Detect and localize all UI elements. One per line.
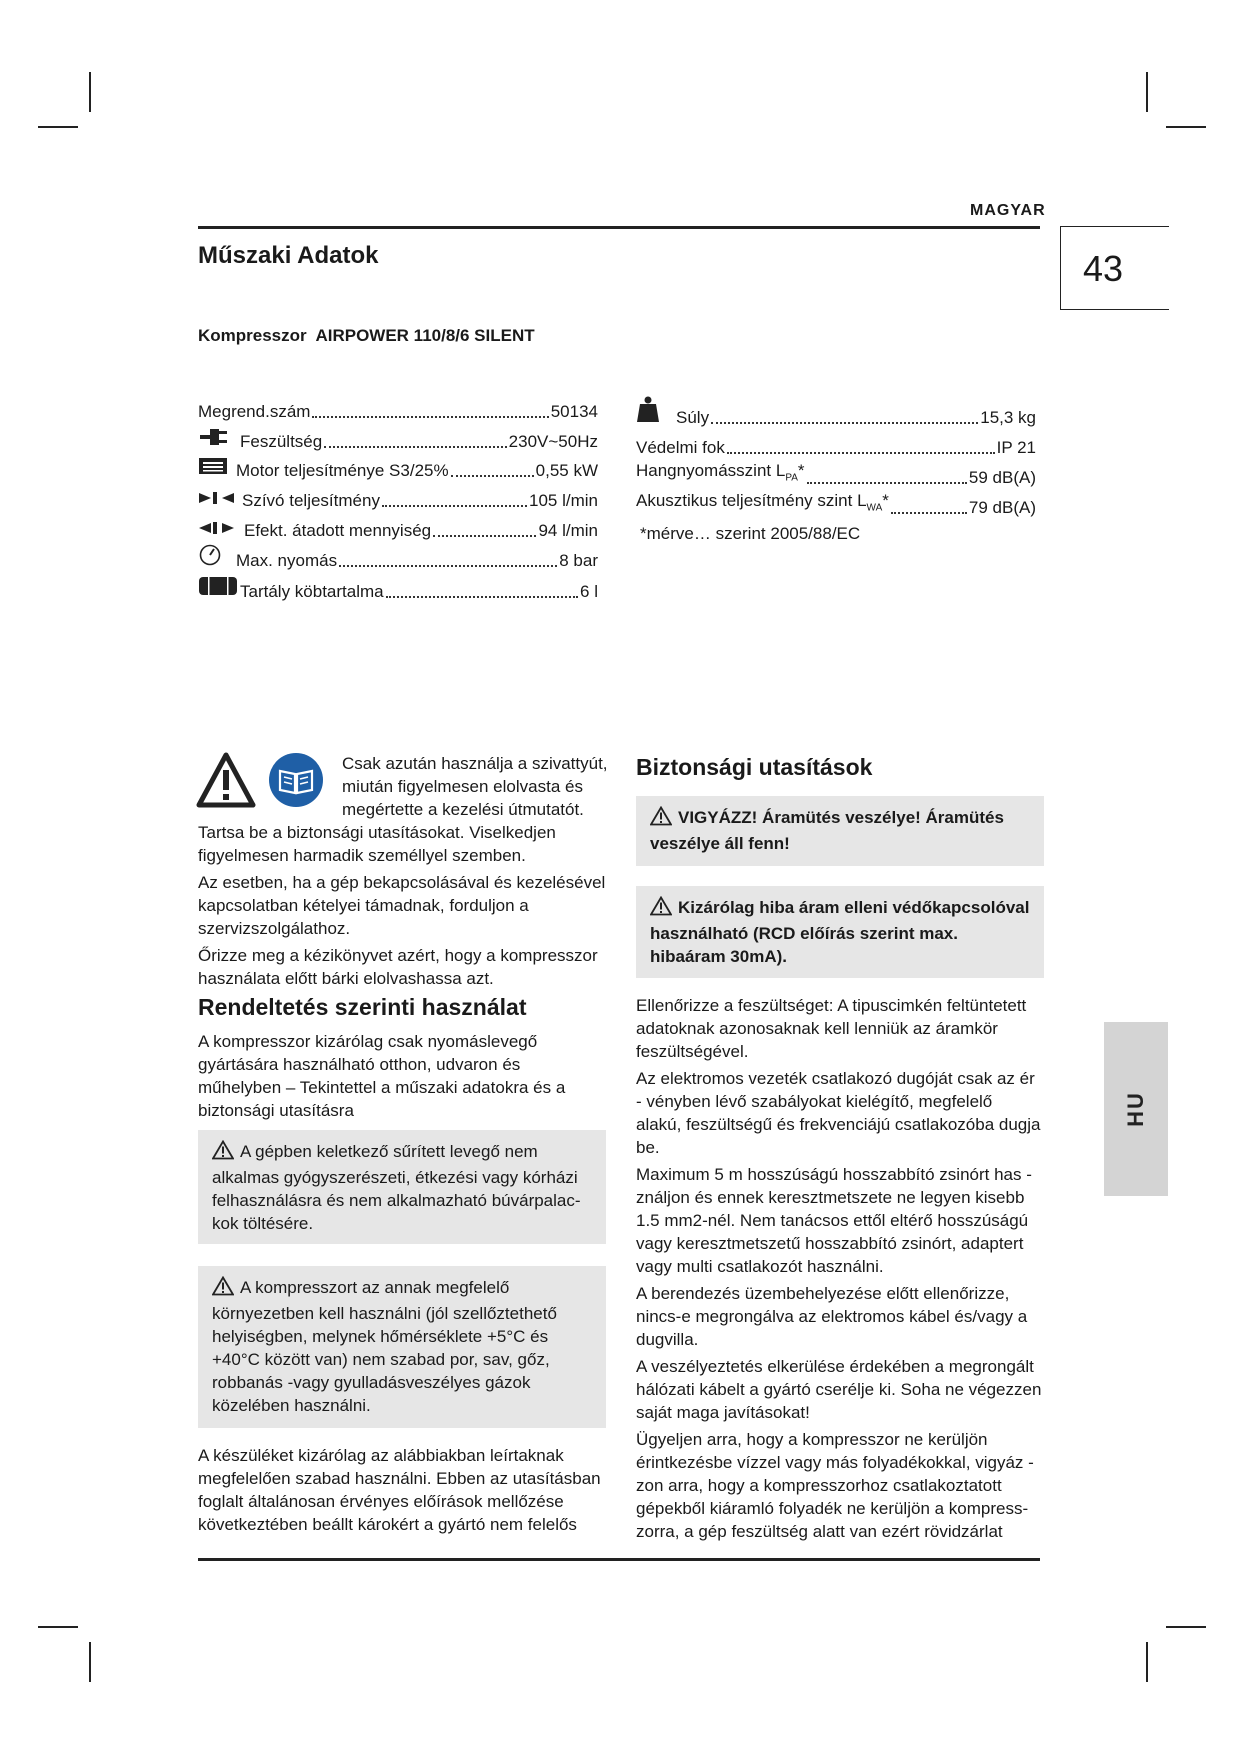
crop-mark [38, 1626, 78, 1628]
warning-icon [212, 1276, 234, 1302]
warning-icon [650, 896, 672, 922]
spec-acoustic-power: Akusztikus teljesítmény szint $L_{WA}*$ 79 dB(A) [636, 490, 1036, 517]
warning-icon [650, 806, 672, 832]
tank-icon [198, 575, 238, 602]
intro-body: Tartsa be a biztonsági utasításokat. Viselkedjen figyelmesen harmadik személlyel szemben. Az esetben, ha a gép bekapcsolásával és kezelésével kapcsolatban kételyei támadnak, forduljon a szervizszolgálathoz. Őrizze meg a kézikönyvet azért, hogy a kompresszor használata előtt bárki elolvashassa azt. [198, 823, 606, 988]
crop-mark [1166, 126, 1206, 128]
crop-mark [38, 126, 78, 128]
spec-intake: Szívó teljesítmény 105 l/min [198, 485, 598, 511]
page-title: Műszaki Adatok [198, 242, 379, 269]
intake-arrows-icon [198, 490, 236, 511]
spec-max-pressure: Max. nyomás 8 bar [198, 545, 598, 571]
spec-output: Efekt. átadott mennyiség 94 l/min [198, 515, 598, 541]
language-label: MAGYAR [970, 202, 1046, 219]
product-subtitle: Kompresszor AIRPOWER 110/8/6 SILENT [198, 326, 535, 345]
safety-heading: Biztonsági utasítások [636, 754, 873, 780]
weight-icon [636, 395, 660, 428]
language-side-tab-label: HU [1123, 1091, 1148, 1127]
intro-beside-icons: Csak azután használja a szivattyút, miután figyelmesen elolvasta és megértette a kezelési útmutatót. [342, 754, 608, 819]
spec-sound-pressure: Hangnyomásszint $L_{PA}*$ 59 dB(A) [636, 460, 1036, 487]
spec-protection: Védelmi fok IP 21 [636, 438, 1036, 457]
safety-warning-box-1: VIGYÁZZ! Áramütés veszélye! Áramütés veszélye áll fenn! [636, 796, 1044, 866]
spec-voltage: Feszültség 230V~50Hz [198, 426, 598, 452]
warning-triangle-icon [196, 752, 256, 813]
output-arrows-icon [198, 520, 238, 541]
spec-tank: Tartály köbtartalma 6 l [198, 576, 598, 602]
plug-icon [198, 427, 234, 452]
usage-warning-box-1: A gépben keletkező sűrített levegő nem alkalmas gyógyszerészeti, étkezési vagy kórházi felhasználásra és nem alkalmazható búvárpalac-kok töltésére. [198, 1130, 606, 1244]
motor-icon [198, 456, 230, 481]
spec-weight: Súly 15,3 kg [636, 402, 1036, 428]
safety-warning-box-2: Kizárólag hiba áram elleni védőkapcsolóval használható (RCD előírás szerint max. hibaáram 30mA). [636, 886, 1044, 978]
spec-footnote: *mérve… szerint 2005/88/EC [640, 524, 861, 543]
top-rule [198, 226, 1040, 229]
bottom-rule [198, 1558, 1040, 1561]
usage-warning-box-2: A kompresszort az annak megfelelő környezetben kell használni (jól szellőztethető helyiségben, melynek hőmérséklete +5°C és +40°C között van) nem szabad por, sav, gőz, robbanás -vagy gyulladásveszélyes gázok közelében használni. [198, 1266, 606, 1428]
crop-mark [1146, 72, 1148, 112]
usage-heading: Rendeltetés szerinti használat [198, 994, 527, 1020]
warning-icon [212, 1140, 234, 1166]
crop-mark [89, 72, 91, 112]
crop-mark [1146, 1642, 1148, 1682]
crop-mark [89, 1642, 91, 1682]
gauge-icon [198, 544, 222, 571]
safety-body: Ellenőrizze a feszültséget: A tipuscimkén feltüntetett adatoknak azonosaknak kell lenniük az áramkör feszültségével. Az elektromos vezeték csatlakozó dugóját csak az ér - vényben lévő szabályokat kielégítő, megfelelő alakú, feszültségű és frekvenciájú csatlakozóba dugja be. Maximum 5 m hosszúságú hosszabbító zsinórt has -ználjon és ennek keresztmetszete ne legyen kisebb 1.5 mm2-nél. Nem tanácsos ettől eltérő hosszúságú vagy keresztmetszetű hosszabbító zsinórt, adaptert vagy multi csatlakozót használni. A berendezés üzembehelyezése előtt ellenőrizze, nincs-e megrongálva az elektromos kábel és/vagy a dugvilla. A veszélyeztetés elkerülése érdekében a megrongált hálózati kábelt a gyártó cserélje ki. Soha ne végezzen saját maga javításokat! Ügyeljen arra, hogy a kompresszor ne kerüljön érintkezésbe vízzel vagy más folyadékokkal, vigyáz - zon arra, hogy a kompresszorhoz csatlakoztatott gépekből kiáramló folyadék ne kerüljön a kompress- zorra, a gép feszültség alatt van ezért rövidzárlat [636, 996, 1042, 1541]
usage-final: A készüléket kizárólag az alábbiakban leírtaknak megfelelően szabad használni. Ebben az utasításban foglalt általánosan érvényes előírások mellőzése következtében beállt károkért a gyártó nem felelős [198, 1446, 601, 1534]
spec-order-number: Megrend.szám 50134 [198, 402, 598, 421]
page-number: 43 [1083, 248, 1124, 289]
spec-motor-power: Motor teljesítménye S3/25% 0,55 kW [198, 455, 598, 481]
usage-text: A kompresszor kizárólag csak nyomáslevegő gyártására használható otthon, udvaron és műhelyben – Tekintettel a műszaki adatokra és a biztonsági utasításra [198, 1032, 566, 1120]
crop-mark [1166, 1626, 1206, 1628]
manual-book-icon [268, 752, 324, 813]
